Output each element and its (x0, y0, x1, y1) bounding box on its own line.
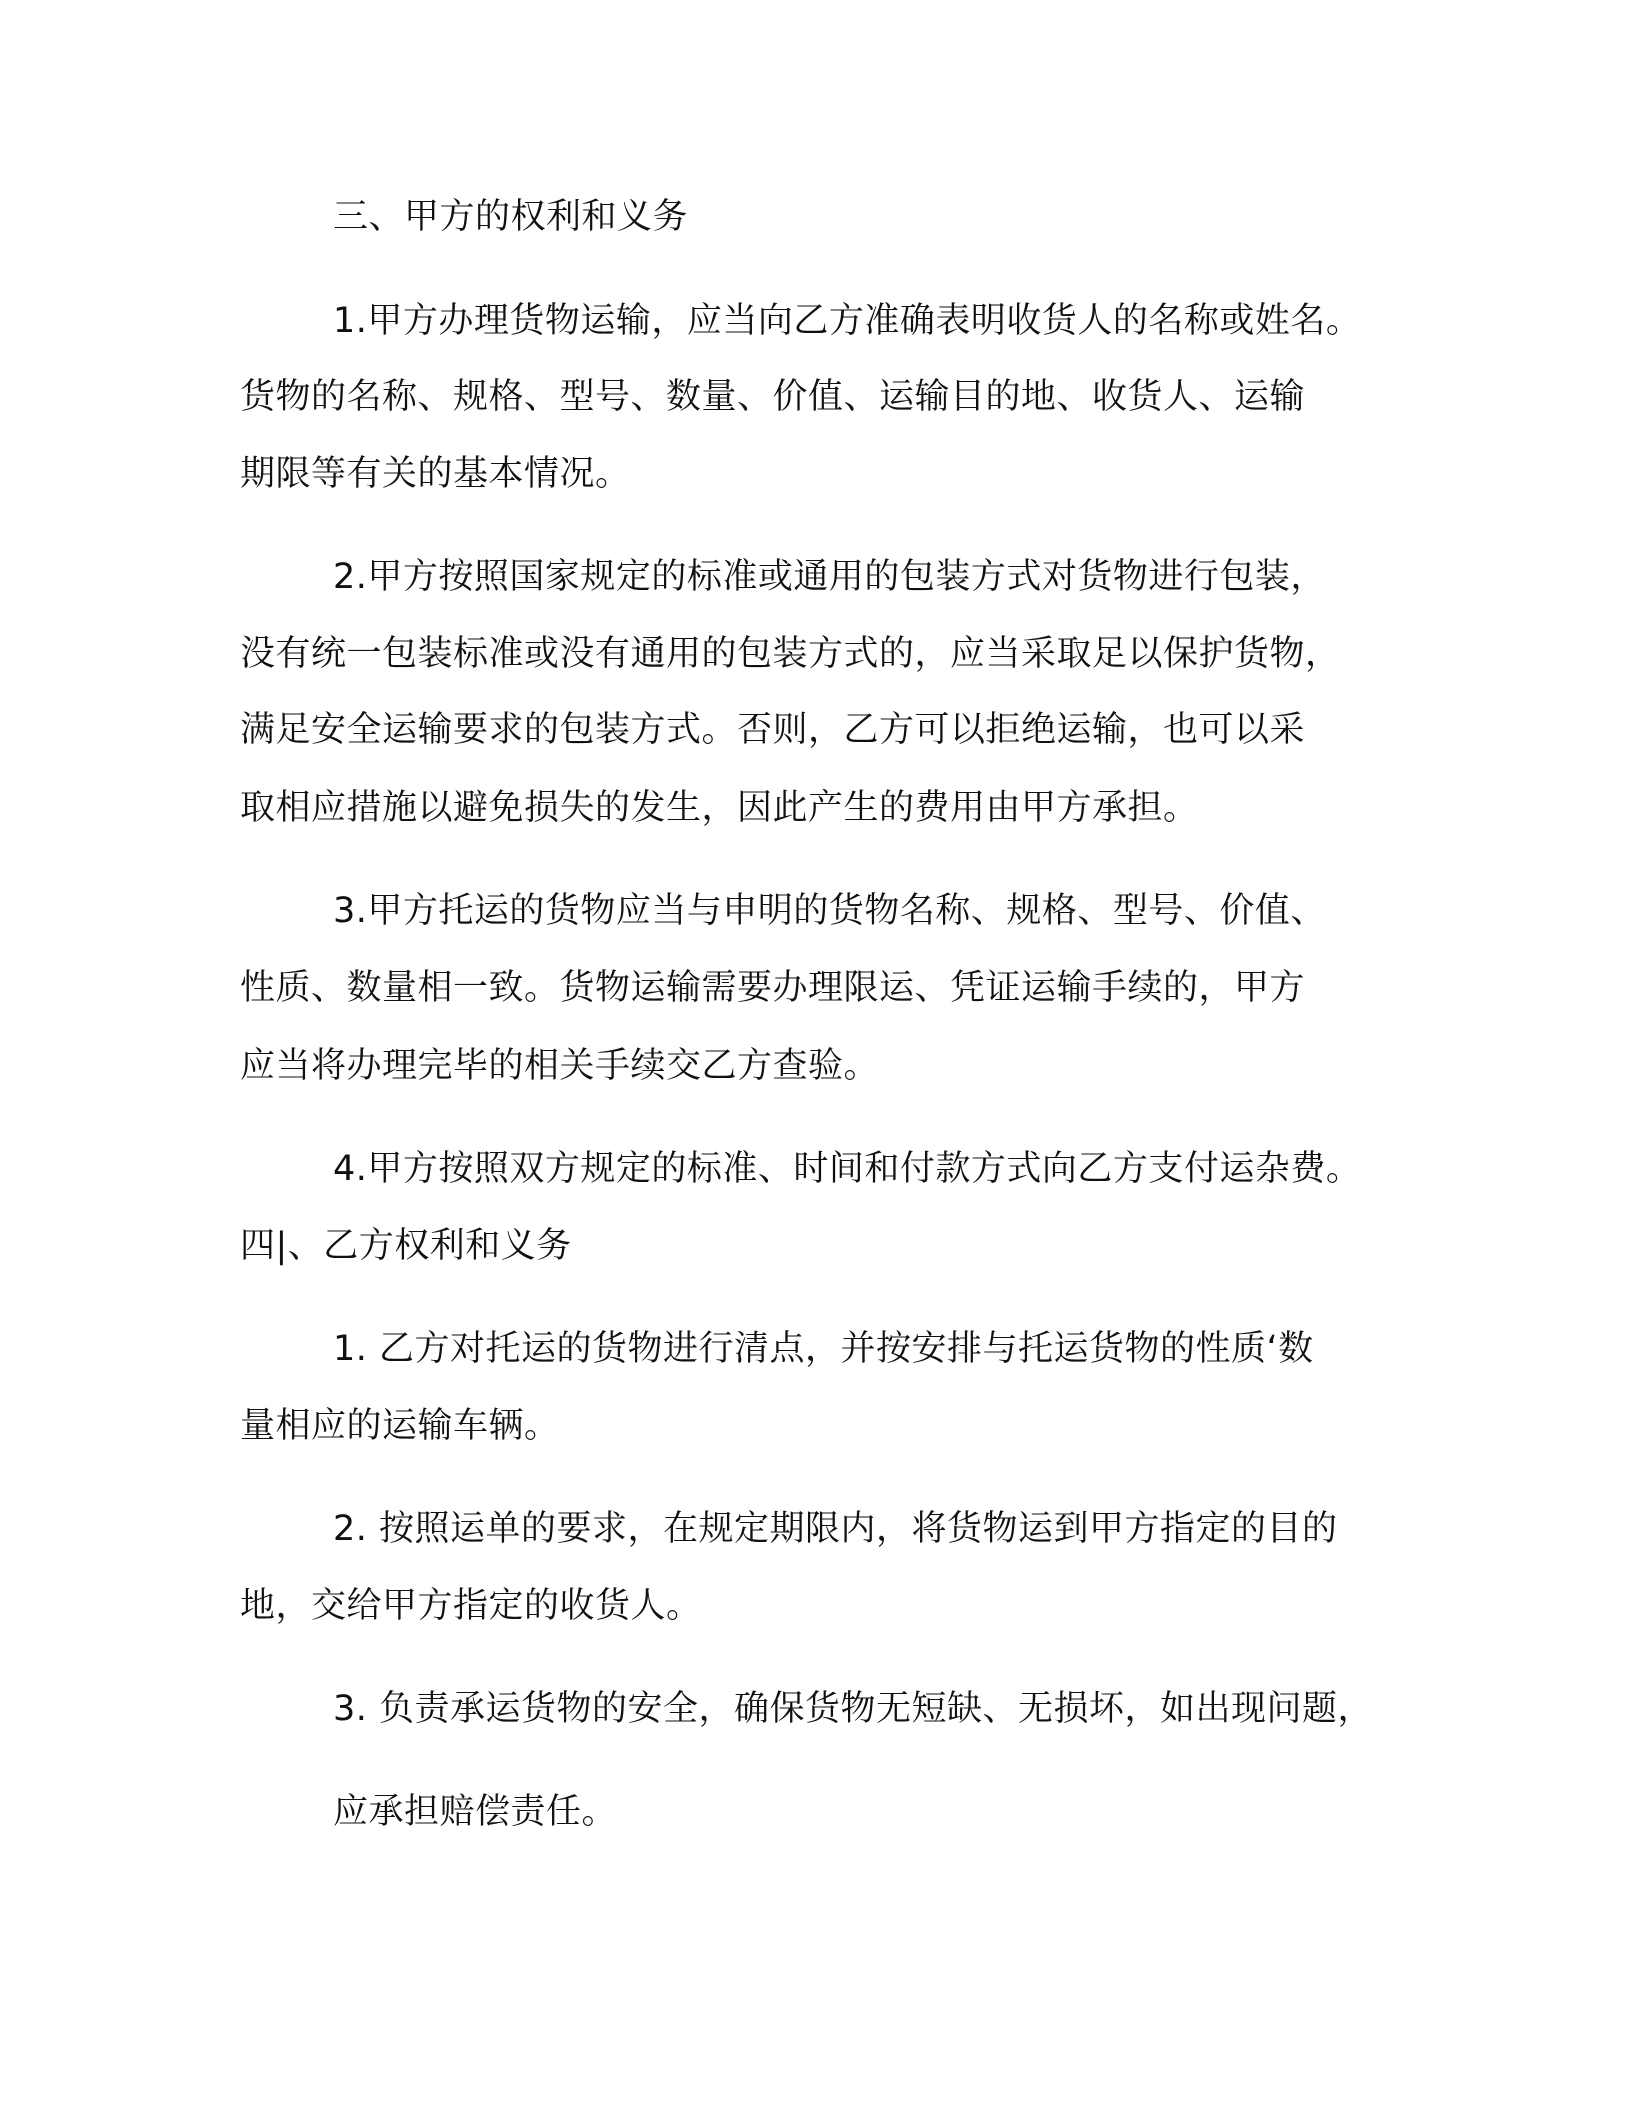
paragraph-line: 应当将办理完毕的相关手续交乙方查验。 (240, 1046, 880, 1086)
paragraph-line: 2. 按照运单的要求，在规定期限内，将货物运到甲方指定的目的 (333, 1509, 1338, 1549)
paragraph-line: 4.甲方按照双方规定的标准、时间和付款方式向乙方支付运杂费。 (333, 1149, 1362, 1189)
paragraph-line: 3. 负责承运货物的安全，确保货物无短缺、无损坏，如出现问题， (333, 1689, 1374, 1729)
section-heading-party-b-rights: 四|、乙方权利和义务 (240, 1226, 572, 1266)
paragraph-line: 应承担赔偿责任。 (333, 1792, 618, 1832)
paragraph-line: 货物的名称、规格、型号、数量、价值、运输目的地、收货人、运输 (240, 377, 1306, 417)
paragraph-line: 地，交给甲方指定的收货人。 (240, 1586, 702, 1626)
paragraph-line: 量相应的运输车辆。 (240, 1406, 560, 1446)
paragraph-line: 2.甲方按照国家规定的标准或通用的包装方式对货物进行包装， (333, 557, 1326, 597)
paragraph-line: 性质、数量相一致。货物运输需要办理限运、凭证运输手续的，甲方 (240, 968, 1306, 1008)
paragraph-line: 期限等有关的基本情况。 (240, 454, 631, 494)
paragraph-line: 没有统一包装标准或没有通用的包装方式的，应当采取足以保护货物， (240, 634, 1341, 674)
section-heading-party-a-rights: 三、甲方的权利和义务 (333, 197, 689, 237)
paragraph-line: 1. 乙方对托运的货物进行清点，并按安排与托运货物的性质‘数 (333, 1329, 1314, 1369)
paragraph-line: 1.甲方办理货物运输，应当向乙方准确表明收货人的名称或姓名。 (333, 301, 1362, 341)
paragraph-line: 满足安全运输要求的包装方式。否则，乙方可以拒绝运输，也可以采 (240, 710, 1306, 750)
paragraph-line: 取相应措施以避免损失的发生，因此产生的费用由甲方承担。 (240, 788, 1199, 828)
paragraph-line: 3.甲方托运的货物应当与申明的货物名称、规格、型号、价值、 (333, 891, 1326, 931)
